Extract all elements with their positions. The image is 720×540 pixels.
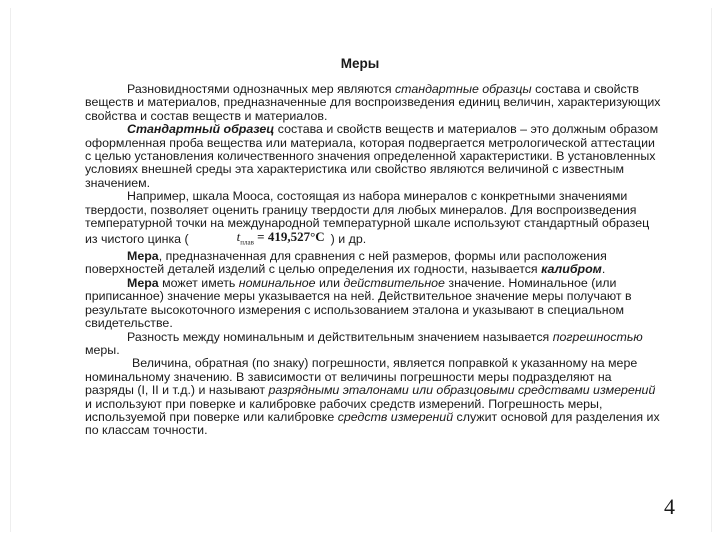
- text-run: меры.: [85, 342, 120, 357]
- formula-value: = 419,527°C: [257, 229, 325, 245]
- bold-italic-term: Стандартный образец: [127, 122, 275, 137]
- text-run: и используют при поверке и калибровке рабочих средств измерений. Погрешность меры, используемой при поверке или калибровке: [85, 396, 603, 424]
- paragraph-error: [85, 331, 663, 358]
- text-run: может иметь: [158, 275, 239, 290]
- italic-term: погрешностью: [552, 329, 643, 344]
- paragraph-standard-sample-definition: [85, 123, 663, 190]
- italic-term: номинальное: [238, 275, 316, 290]
- text-run: Величина, обратная (по знаку) погрешности, является поправкой к указанному на мере номинальному значению. В зависимости от величины погрешности меры подразделяют на разряды (I, II и т.д.) и называют: [85, 356, 638, 398]
- bold-italic-term: калибром: [541, 262, 602, 277]
- italic-term: средств измерений: [337, 409, 454, 424]
- text-run: , предназначенная для сравнения с ней размеров, формы или расположения поверхностей деталей изделий с целью определения их годности, называется: [85, 249, 607, 277]
- paragraph-standard-samples: [85, 83, 663, 123]
- page-title: Меры: [340, 56, 380, 71]
- bold-term: Мера: [127, 249, 159, 264]
- paragraph-caliber: [85, 250, 663, 277]
- body-text: [85, 83, 663, 438]
- text-run: или: [315, 275, 344, 290]
- text-run: ) и др.: [330, 232, 367, 247]
- text-run: .: [601, 262, 606, 277]
- paragraph-nominal-actual: [85, 277, 663, 331]
- formula-variable: t: [236, 229, 241, 245]
- italic-term: стандартные образцы: [394, 82, 532, 96]
- italic-term: действительное: [343, 275, 445, 290]
- zinc-melting-formula: [195, 230, 325, 250]
- paragraph-correction: [85, 357, 663, 437]
- italic-term: разрядными эталонами или образцовыми средствами измерений: [268, 383, 656, 398]
- text-run: Разность между номинальным и действительным значением называется: [127, 329, 553, 344]
- page-number: 4: [664, 494, 675, 519]
- text-run: Разновидностями однозначных мер являются: [127, 82, 395, 96]
- paragraph-mohs-example: [85, 190, 663, 250]
- bold-term: Мера: [127, 275, 159, 290]
- text-run: значение. Номинальное (или приписанное) значение меры указывается на ней. Действительное значение меры получают в результате высокоточного измерения с использованием эталона и указывают в специальном свидетельстве.: [85, 275, 632, 331]
- text-run: состава и свойств веществ и материалов, предназначенные для воспроизведения единиц величин, характеризующих свойства и состав веществ и материалов.: [85, 82, 661, 123]
- text-run: Например, шкала Мооса, состоящая из набора минералов с конкретными значениями твердости, позволяет оценить границу твердости для любых минералов. Для воспроизведения температурной точки на международной температурной шкале используют стандартный образец из чистого цинка (: [85, 189, 650, 247]
- text-run: служит основой для разделения их по классам точности.: [85, 409, 660, 438]
- formula-subscript: плав: [240, 239, 254, 248]
- text-run: состава и свойств веществ и материалов – это должным образом оформленная проба вещества или материала, которая подвергается метрологической аттестации с целью установления количественного значения определенной характеристики. В установленных условиях внешней среды эта характеристика или свойство являются величиной с известным значением.: [85, 122, 659, 190]
